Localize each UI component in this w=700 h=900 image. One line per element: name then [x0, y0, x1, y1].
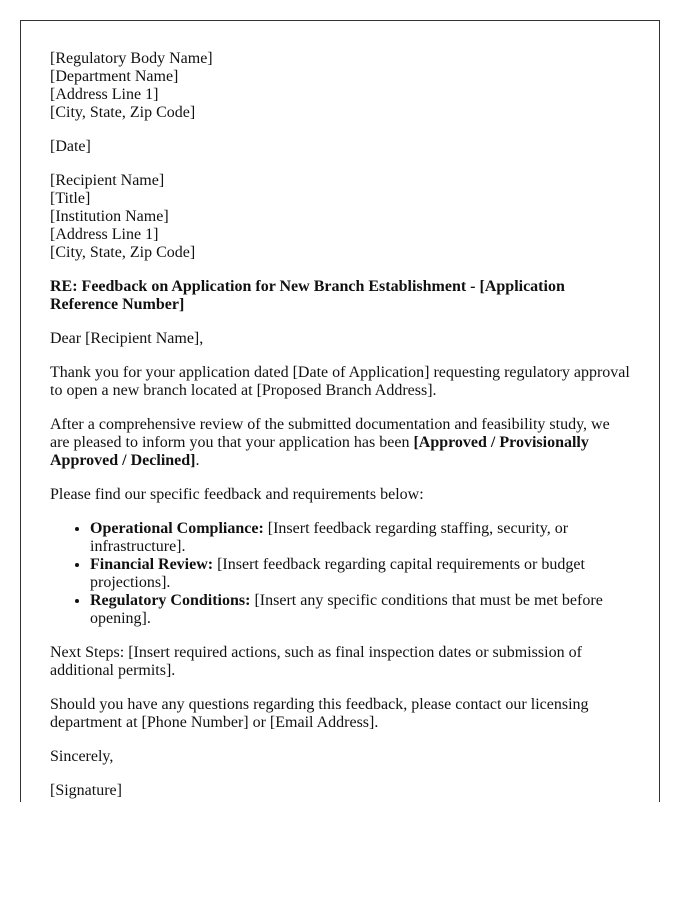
feedback-item-operational [90, 520, 630, 556]
sender-department-name: [Department Name] [50, 68, 179, 85]
feedback-item-label: Regulatory Conditions: [90, 592, 251, 609]
recipient-title: [Title] [50, 190, 91, 207]
feedback-list [50, 520, 630, 628]
contact-paragraph: Should you have any questions regarding this feedback, please contact our licensing department at [Phone Number] or [Email Address]. [50, 696, 589, 731]
sender-city-state-zip: [City, State, Zip Code] [50, 104, 196, 121]
recipient-address-block [50, 172, 630, 262]
decision-prefix: After a comprehensive review of the submitted documentation and feasibility study, we are pleased to inform you that your application has been [50, 416, 610, 451]
recipient-name: [Recipient Name] [50, 172, 165, 189]
feedback-item-text: [Insert any specific conditions that must be met before opening]. [90, 592, 603, 627]
decision-suffix: . [195, 452, 200, 469]
feedback-item-label: Financial Review: [90, 556, 214, 573]
feedback-item-label: Operational Compliance: [90, 520, 264, 537]
next-steps-paragraph: Next Steps: [Insert required actions, such as final inspection dates or submission of additional permits]. [50, 644, 582, 679]
sender-address-line: [Address Line 1] [50, 86, 159, 103]
salutation: Dear [Recipient Name], [50, 330, 204, 347]
feedback-item-text: [Insert feedback regarding staffing, security, or infrastructure]. [90, 520, 569, 555]
decision-value: [Approved / Provisionally Approved / Declined] [50, 434, 589, 469]
recipient-address-line: [Address Line 1] [50, 226, 159, 243]
signature: [Signature] [50, 782, 122, 799]
letter-document [20, 20, 660, 802]
letter-date: [Date] [50, 138, 91, 155]
sender-body-name: [Regulatory Body Name] [50, 50, 213, 67]
decision-paragraph [50, 416, 630, 470]
feedback-intro: Please find our specific feedback and requirements below: [50, 486, 424, 503]
feedback-item-text: [Insert feedback regarding capital requirements or budget projections]. [90, 556, 585, 591]
intro-paragraph: Thank you for your application dated [Date of Application] requesting regulatory approval to open a new branch located at [Proposed Branch Address]. [50, 364, 630, 399]
closing: Sincerely, [50, 748, 114, 765]
subject-line: RE: Feedback on Application for New Branch Establishment - [Application Reference Number] [50, 278, 565, 313]
recipient-institution: [Institution Name] [50, 208, 169, 225]
sender-address-block [50, 50, 630, 122]
recipient-city-state-zip: [City, State, Zip Code] [50, 244, 196, 261]
feedback-item-regulatory [90, 592, 630, 628]
feedback-item-financial [90, 556, 630, 592]
